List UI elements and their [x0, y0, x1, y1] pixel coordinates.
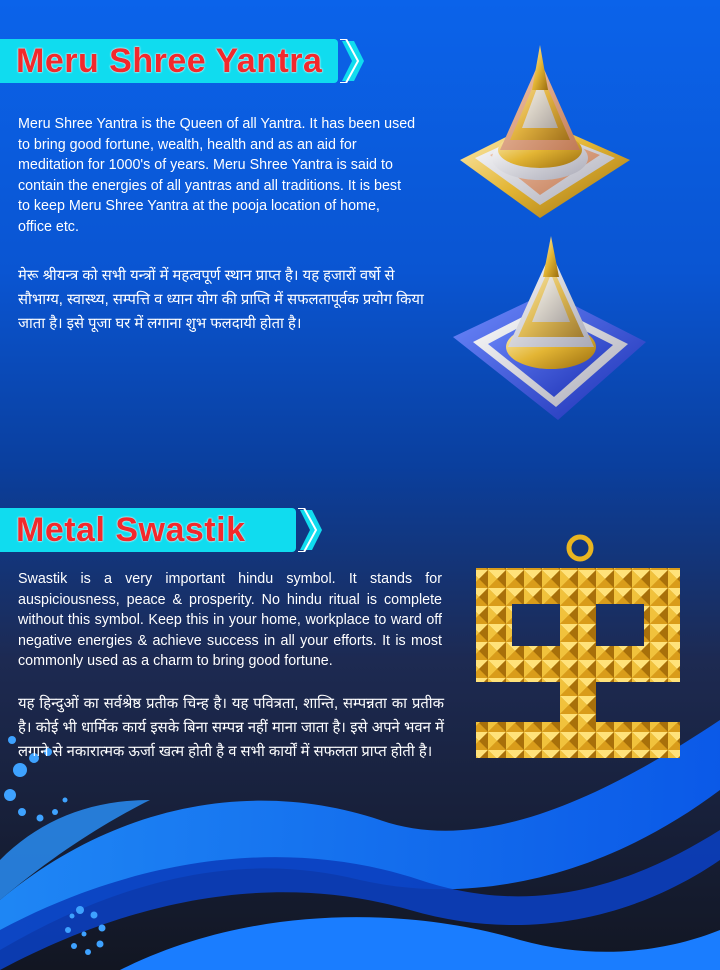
section-title-bar — [0, 508, 296, 552]
section-title-bar — [0, 39, 338, 83]
section-description-hi: मेरू श्रीयन्त्र को सभी यन्त्रों में महत्वपूर्ण स्थान प्राप्त है। यह हजारों वर्षो से सौभाग्य, स्वास्थ्य, सम्पत्ति व ध्यान योग की प्राप्ति में सफलतापूर्वक प्रयोग किया जाता है। इसे पूजा घर में लगाना शुभ फलदायी होता है। — [18, 268, 424, 332]
chevron-right-icon — [296, 508, 324, 552]
section-description-en: Swastik is a very important hindu symbol. It stands for auspiciousness, peace & prosperity. No hindu ritual is complete without this symbol. Keep this in your home, workplace to ward off negative energies & achieve success in all your efforts. It is most commonly used as a charm to bring good fortune. — [18, 571, 442, 670]
section-description-en: Meru Shree Yantra is the Queen of all Yantra. It has been used to bring good fortune, wealth, health and as an aid for meditation for 1000's of years. Meru Shree Yantra is said to contain the energies of all yantras and all traditions. It is best to keep Meru Shree Yantra at the pooja location of home, office etc. — [18, 116, 416, 235]
section-title: Meru Shree Yantra — [16, 42, 323, 80]
meru-yantra-blue-image — [448, 232, 648, 422]
section-description-hi: यह हिन्दुओं का सर्वश्रेष्ठ प्रतीक चिन्ह है। यह पवित्रता, शान्ति, सम्पन्नता का प्रतीक है। कोई भी धार्मिक कार्य इसके बिना सम्पन्न नहीं माना जाता है। इसे अपने भवन में लगाने से नकारात्मक ऊर्जा खत्म होती है व सभी कार्यों में सफलता प्राप्त होती है। — [18, 696, 444, 760]
section-title: Metal Swastik — [16, 511, 246, 549]
meru-yantra-gold-image — [440, 40, 640, 220]
metal-swastik-image — [470, 534, 686, 774]
chevron-right-icon — [338, 39, 366, 83]
wave-shape — [120, 917, 720, 970]
